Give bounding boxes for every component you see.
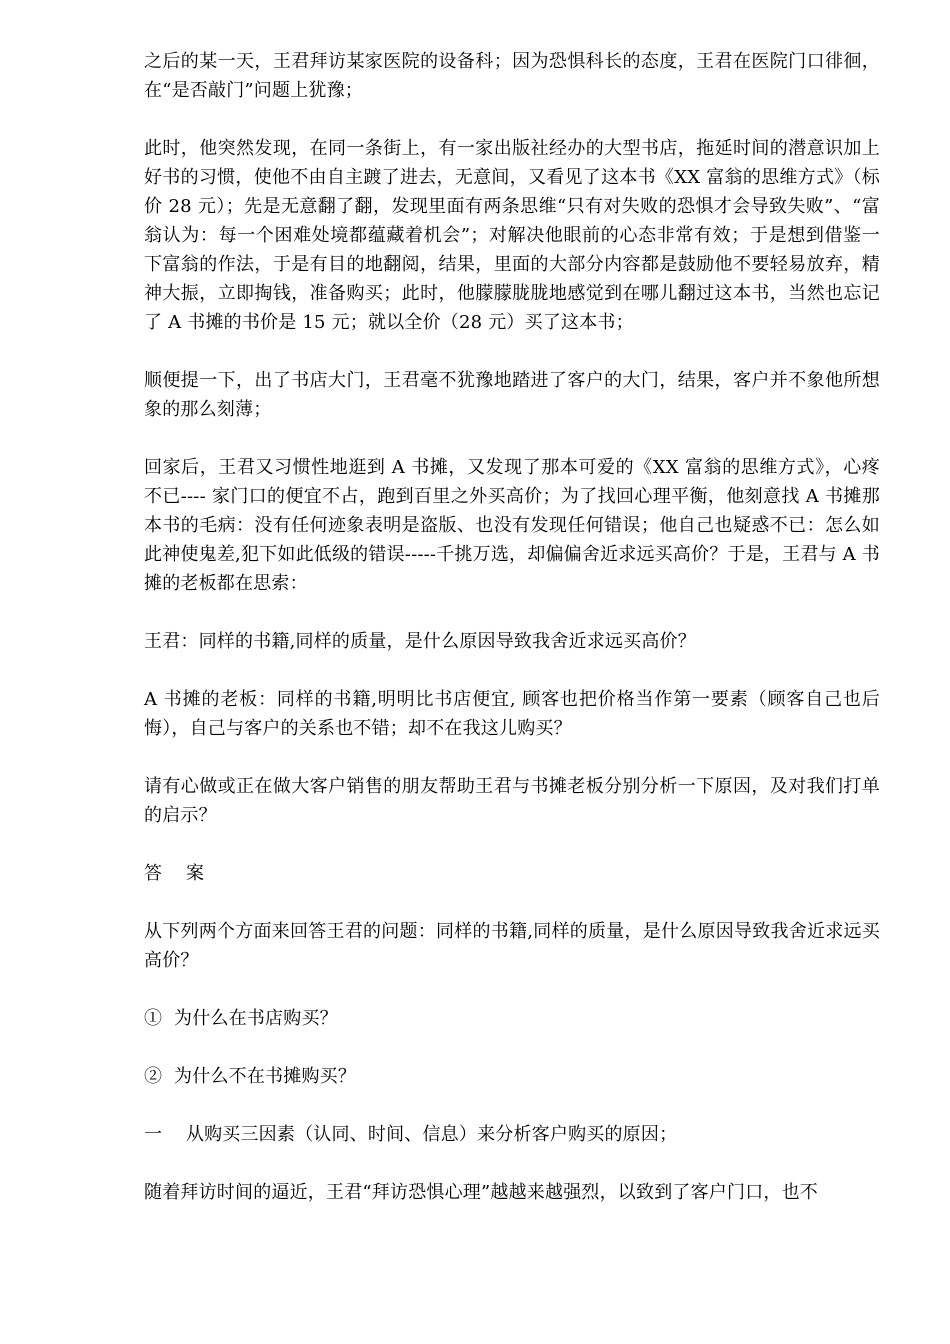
paragraph-bookstore: 此时，他突然发现，在同一条街上，有一家出版社经办的大型书店，拖延时间的潜意识加上好书的习惯，使他不由自主踱了进去，无意间，又看见了这本书《XX 富翁的思维方式》（标价 28 元）；先是无意翻了翻，发现里面有两条思维“只有对失败的恐惧才会导致失败”、“富翁认为：每一个困难处境都蕴藏着机会”；对解决他眼前的心态非常有效；于是想到借鉴一下富翁的作法，于是有目的地翻阅，结果，里面的大部分内容都是鼓励他不要轻易放弃，精神大振，立即掏钱，准备购买；此时，他朦朦胧胧地感觉到在哪儿翻过这本书，当然也忘记了 A 书摊的书价是 15 元；就以全价（28 元）买了这本书； xyxy=(144,138,880,333)
list-item-stall-reason: ② 为什么不在书摊购买？ xyxy=(144,1066,357,1087)
paragraph-answer-intro: 从下列两个方面来回答王君的问题：同样的书籍,同样的质量，是什么原因导致我舍近求远买高价？ xyxy=(144,921,880,971)
list-item-bookstore-reason: ① 为什么在书店购买？ xyxy=(144,1008,338,1029)
paragraph-client-door: 顺便提一下，出了书店大门，王君毫不犹豫地踏进了客户的大门，结果，客户并不象他所想象的那么刻薄； xyxy=(144,370,880,420)
paragraph-visit-fear: 随着拜访时间的逼近，王君“拜访恐惧心理”越越来越强烈，以致到了客户门口，也不 xyxy=(144,1182,819,1203)
section-heading-three-factors: 一 从购买三因素（认同、时间、信息）来分析客户购买的原因； xyxy=(144,1124,678,1145)
paragraph-wang-question: 王君：同样的书籍,同样的质量，是什么原因导致我舍近求远买高价？ xyxy=(144,631,696,652)
paragraph-book-stall: 回家后，王君又习惯性地逛到 A 书摊，又发现了那本可爱的《XX 富翁的思维方式》，心疼不已---- 家门口的便宜不占，跑到百里之外买高价；为了找回心理平衡，他刻意找 A 书摊那本书的毛病：没有任何迹象表明是盗版、也没有发现任何错误；他自己也疑惑不已：怎么如此神使鬼差,犯下如此低级的错误-----千挑万选，却偏偏舍近求远买高价？于是，王君与 A 书摊的老板都在思索： xyxy=(144,457,880,594)
paragraph-stall-owner-question: A 书摊的老板：同样的书籍,明明比书店便宜, 顾客也把价格当作第一要素（顾客自己也后悔），自己与客户的关系也不错；却不在我这儿购买？ xyxy=(144,689,880,739)
answer-heading: 答案 xyxy=(144,863,228,884)
paragraph-request: 请有心做或正在做大客户销售的朋友帮助王君与书摊老板分别分析一下原因，及对我们打单的启示？ xyxy=(144,776,880,826)
document-body xyxy=(144,47,880,1236)
paragraph-hospital-visit: 之后的某一天，王君拜访某家医院的设备科；因为恐惧科长的态度，王君在医院门口徘徊，在“是否敲门”问题上犹豫； xyxy=(144,51,880,101)
